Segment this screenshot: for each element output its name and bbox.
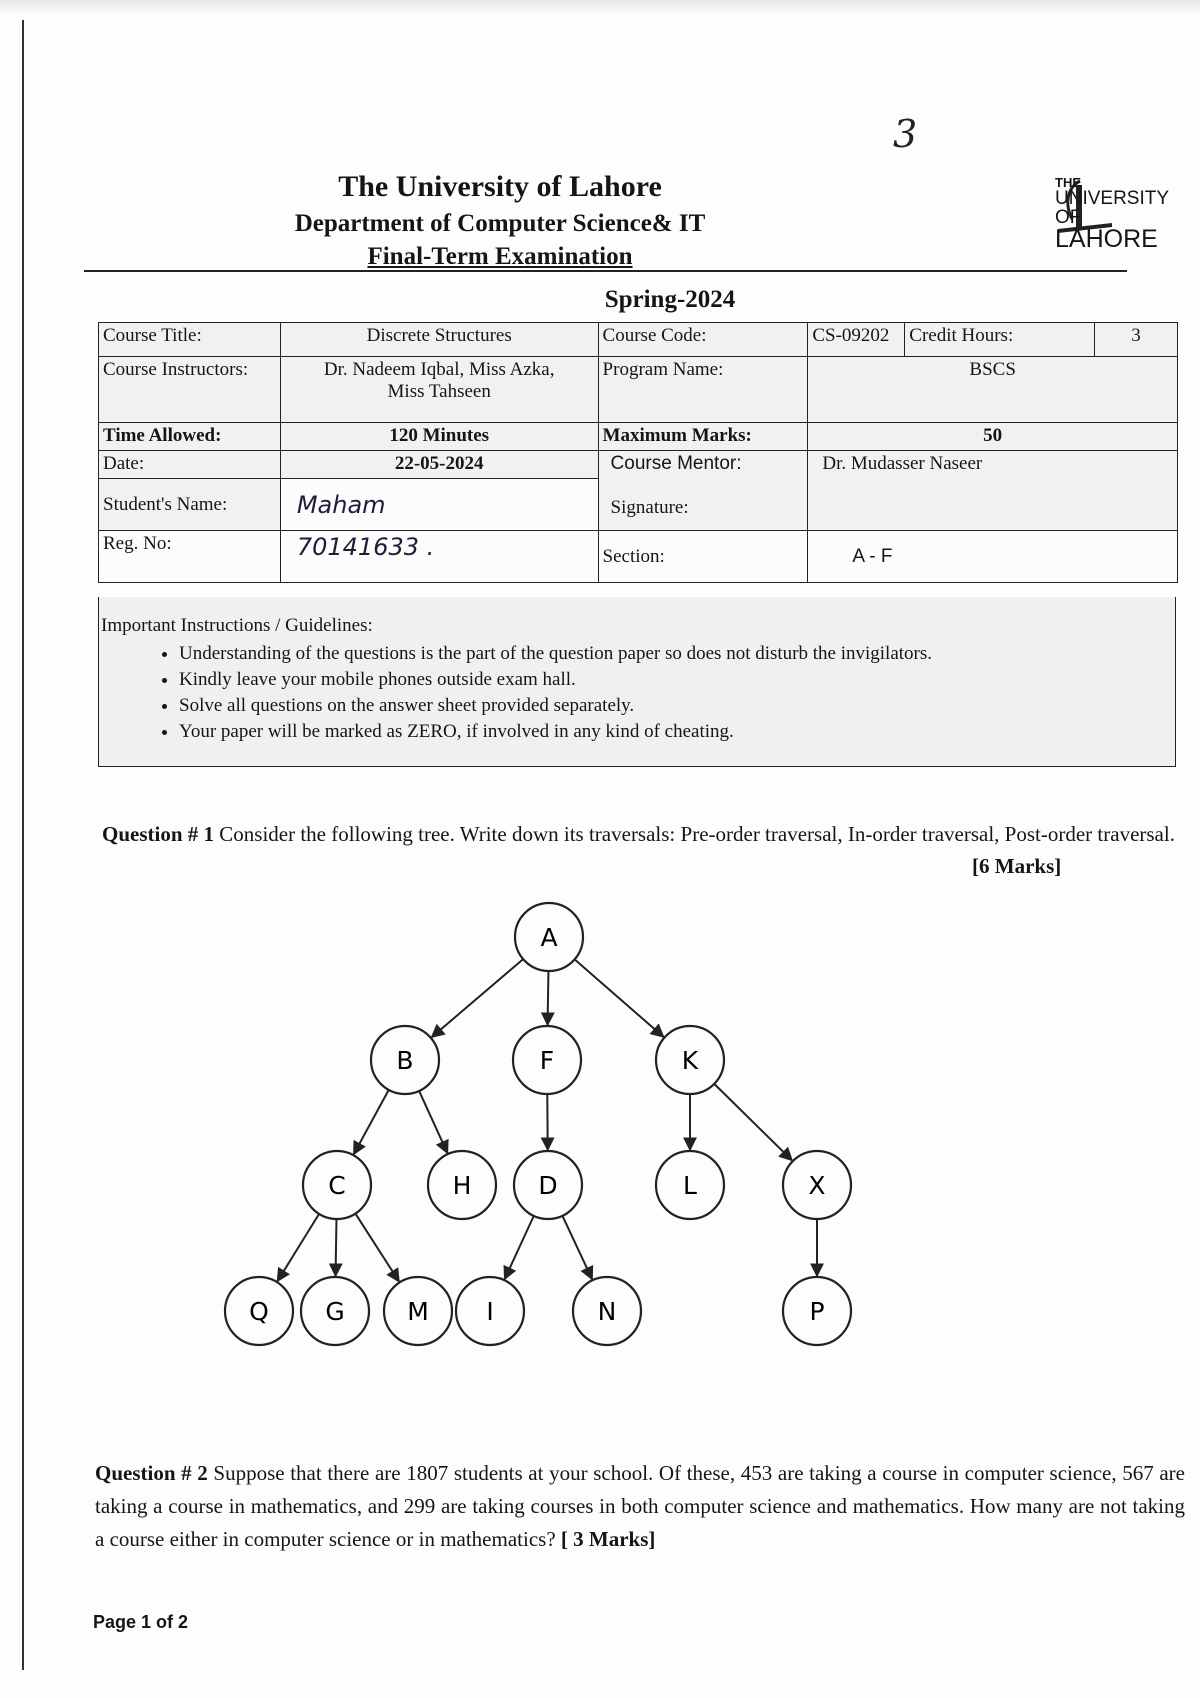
exam-title: Final-Term Examination — [367, 243, 633, 270]
section-value: A - F — [852, 545, 893, 567]
question-2-marks: [ 3 Marks] — [560, 1527, 656, 1551]
university-title: The University of Lahore — [338, 170, 662, 203]
tree-node-label: Q — [249, 1297, 269, 1326]
instruction-item: • Your paper will be marked as ZERO, if involved in any kind of cheating. — [179, 719, 1175, 745]
tree-node-label: N — [597, 1297, 617, 1326]
tree-node-label: L — [683, 1171, 697, 1200]
question-1 — [102, 818, 1182, 878]
tree-node-label: B — [396, 1046, 414, 1075]
instructions-box — [98, 597, 1176, 767]
max-marks-value: 50 — [808, 423, 1178, 451]
tree-edge-C-G — [336, 1219, 337, 1276]
tree-node-F — [513, 1026, 581, 1094]
department-title: Department of Computer Science& IT — [294, 210, 706, 237]
tree-node-label: D — [538, 1171, 558, 1200]
question-2 — [95, 1457, 1185, 1556]
tree-edge-A-F — [548, 971, 549, 1025]
course-code-value: CS-09202 — [808, 323, 905, 357]
instructors-label: Course Instructors: — [99, 357, 281, 423]
tree-node-label: H — [452, 1171, 472, 1200]
instructors-line1: Dr. Nadeem Iqbal, Miss Azka, — [323, 359, 555, 380]
tree-node-L — [656, 1151, 724, 1219]
time-allowed-value: 120 Minutes — [280, 423, 598, 451]
logo-the: THE — [1055, 175, 1081, 190]
tree-node-label: P — [809, 1297, 825, 1326]
logo-university-of: UNIVERSITY OF — [1055, 188, 1169, 228]
tree-node-C — [303, 1151, 371, 1219]
section-value-cell — [808, 531, 1178, 583]
mentor-value: Dr. Mudasser Naseer — [822, 453, 983, 474]
date-value: 22-05-2024 — [280, 451, 598, 479]
course-info-table — [98, 322, 1178, 583]
tree-edge-K-X — [714, 1084, 792, 1161]
mentor-label: Course Mentor: — [610, 453, 742, 474]
tree-edge-C-M — [355, 1214, 399, 1282]
tree-edge-A-B — [432, 959, 524, 1037]
question-1-label: Question # 1 — [102, 822, 215, 846]
tree-diagram — [200, 890, 900, 1370]
tree-node-Q — [225, 1277, 293, 1345]
mentor-signature-cell — [598, 451, 808, 531]
tree-node-X — [783, 1151, 851, 1219]
tree-edge-B-C — [354, 1090, 389, 1154]
scan-shadow — [0, 0, 1200, 14]
reg-no-handwriting: 70141633 . — [296, 533, 435, 561]
question-2-text: Suppose that there are 1807 students at your school. Of these, 453 are taking a course in computer science, 567 are taking a course in mathematics, and 299 are taking courses in both computer science and mathematics. How many are not taking a course either in computer science or in mathematics? — [95, 1461, 1185, 1551]
session-title: Spring-2024 — [604, 286, 736, 313]
section-label: Section: — [598, 531, 808, 583]
instructions-list — [101, 641, 1175, 745]
credit-hours-label: Credit Hours: — [905, 323, 1095, 357]
reg-no-label: Reg. No: — [99, 531, 281, 583]
question-1-marks: [6 Marks] — [972, 854, 1062, 878]
tree-edge-D-I — [505, 1216, 534, 1279]
tree-edge-C-Q — [277, 1214, 319, 1281]
tree-node-label: A — [540, 923, 558, 952]
student-name-handwriting: Maham — [296, 490, 386, 519]
program-label: Program Name: — [598, 357, 808, 423]
tree-node-N — [573, 1277, 641, 1345]
logo-wordmark — [1055, 176, 1200, 252]
tree-edge-B-H — [419, 1091, 447, 1153]
tree-node-M — [384, 1277, 452, 1345]
tree-node-A — [515, 903, 583, 971]
instruction-item: • Solve all questions on the answer sheet provided separately. — [179, 693, 1175, 719]
tree-node-P — [783, 1277, 851, 1345]
student-name-label: Student's Name: — [99, 479, 281, 531]
tree-node-label: F — [539, 1046, 555, 1075]
tree-edge-D-N — [562, 1216, 592, 1280]
mentor-value-cell — [808, 451, 1178, 531]
student-name-value — [280, 479, 598, 531]
instruction-item: • Understanding of the questions is the part of the question paper so does not disturb the invigilators. — [179, 641, 1175, 667]
time-allowed-label: Time Allowed: — [99, 423, 281, 451]
tree-edge-A-K — [575, 959, 664, 1037]
date-label: Date: — [99, 451, 281, 479]
tree-node-B — [371, 1026, 439, 1094]
tree-node-label: G — [325, 1297, 345, 1326]
credit-hours-value: 3 — [1095, 323, 1178, 357]
question-2-label: Question # 2 — [95, 1461, 208, 1485]
program-value: BSCS — [808, 357, 1178, 423]
tree-node-label: C — [328, 1171, 346, 1200]
instructors-value — [280, 357, 598, 423]
course-title-label: Course Title: — [99, 323, 281, 357]
tree-node-K — [656, 1026, 724, 1094]
tree-node-label: X — [808, 1171, 826, 1200]
instructors-line2: Miss Tahseen — [387, 381, 491, 402]
tree-node-I — [456, 1277, 524, 1345]
tree-node-label: M — [407, 1297, 429, 1326]
page-footer: Page 1 of 2 — [93, 1612, 189, 1632]
tree-node-H — [428, 1151, 496, 1219]
logo-lahore: LAHORE — [1055, 225, 1158, 253]
signature-label: Signature: — [610, 497, 689, 518]
tree-node-label: I — [486, 1297, 494, 1326]
tree-node-G — [301, 1277, 369, 1345]
handwritten-page-mark: 3 — [893, 112, 918, 156]
instructions-title: Important Instructions / Guidelines: — [101, 615, 373, 636]
max-marks-label: Maximum Marks: — [598, 423, 808, 451]
course-code-label: Course Code: — [598, 323, 808, 357]
instruction-item: • Kindly leave your mobile phones outside exam hall. — [179, 667, 1175, 693]
reg-no-value — [280, 531, 598, 583]
scan-edge-line — [22, 20, 24, 1670]
tree-node-D — [514, 1151, 582, 1219]
question-1-text: Consider the following tree. Write down its traversals: Pre-order traversal, In-order traversal, Post-order traversal. — [214, 822, 1175, 846]
course-title-value: Discrete Structures — [280, 323, 598, 357]
header-rule — [84, 270, 1127, 272]
tree-node-label: K — [681, 1046, 699, 1075]
